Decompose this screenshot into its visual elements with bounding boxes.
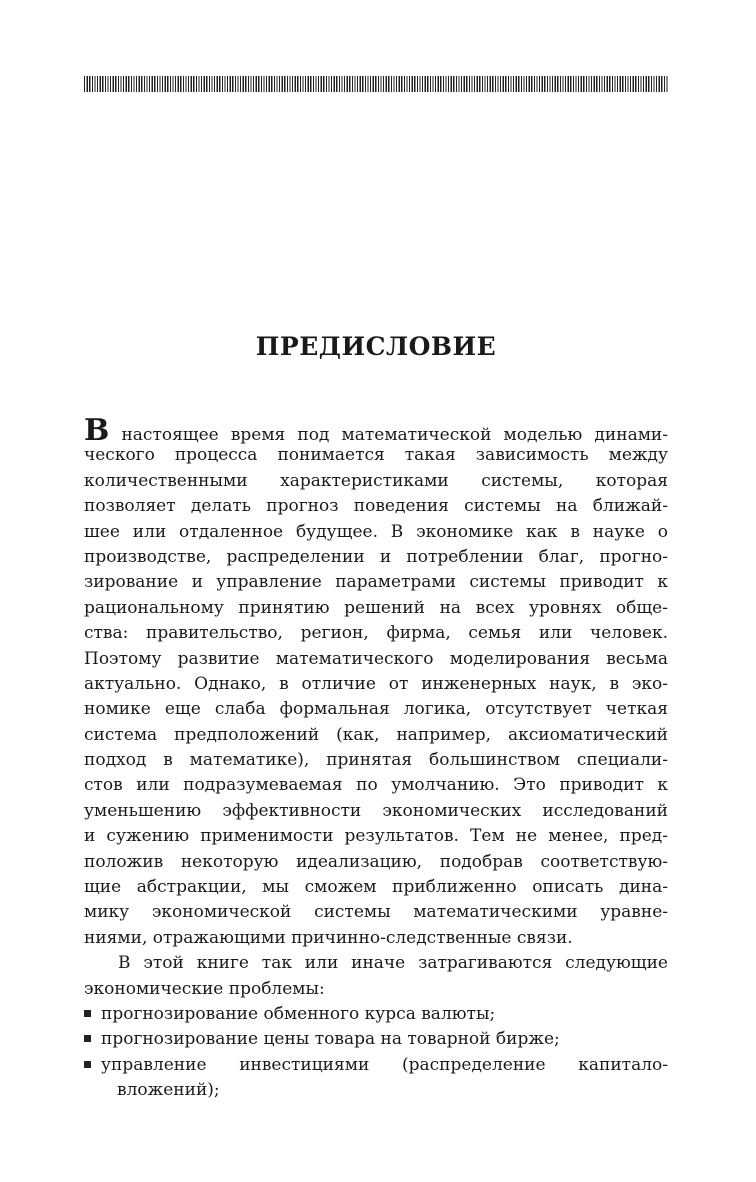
list-item-text: управление инвестициями (распределение капитало- (101, 1054, 668, 1075)
text-line-content: настоящее время под математической моделью динами- (121, 425, 668, 445)
square-bullet-icon (84, 1010, 91, 1017)
top-decorative-rule (84, 76, 668, 92)
list-item (84, 1027, 668, 1052)
text-line: В этой книге так или иначе затрагиваются следующие (118, 953, 668, 974)
square-bullet-icon (84, 1035, 91, 1042)
page-body (84, 413, 668, 1104)
list-item-text: прогнозирование цены товара на товарной бирже; (101, 1029, 560, 1050)
text-line: система предположений (как, например, аксиоматический (84, 724, 668, 745)
text-line: актуально. Однако, в отличие от инженерных наук, в эко- (84, 673, 668, 694)
text-line: зирование и управление параметрами системы приводит к (84, 572, 668, 593)
text-line: позволяет делать прогноз поведения системы на ближай- (84, 496, 668, 517)
text-line: производстве, распределении и потреблении благ, прогно- (84, 546, 668, 567)
text-line: рациональному принятию решений на всех уровнях обще- (84, 597, 668, 618)
text-line: положив некоторую идеализацию, подобрав соответствую- (84, 851, 668, 872)
drop-cap: В (84, 413, 110, 448)
list-item (84, 1053, 668, 1078)
text-line: подход в математике), принятая большинством специали- (84, 750, 668, 771)
text-line: шее или отдаленное будущее. В экономике как в науке о (84, 521, 668, 542)
page-title: ПРЕДИСЛОВИЕ (255, 332, 497, 361)
list-item-continuation: вложений); (117, 1080, 220, 1101)
text-line: мику экономической системы математическими уравне- (84, 902, 668, 923)
text-line: ниями, отражающими причинно-следственные связи. (84, 927, 573, 948)
list-item (84, 1002, 668, 1027)
list-item-text: прогнозирование обменного курса валюты; (101, 1003, 496, 1024)
text-line: ческого процесса понимается такая зависимость между (84, 445, 668, 466)
text-line: ства: правительство, регион, фирма, семья или человек. (84, 623, 668, 644)
text-line: и сужению применимости результатов. Тем не менее, пред- (84, 826, 668, 847)
text-line: номике еще слаба формальная логика, отсутствует четкая (84, 699, 668, 720)
text-line: уменьшению эффективности экономических исследований (84, 800, 668, 821)
text-line: стов или подразумеваемая по умолчанию. Это приводит к (84, 775, 668, 796)
text-line: Поэтому развитие математического моделирования весьма (84, 648, 668, 669)
text-line: щие абстракции, мы сможем приближенно описать дина- (84, 877, 668, 898)
text-line (84, 413, 668, 448)
text-line: экономические проблемы: (84, 978, 325, 999)
bullet-list (84, 1002, 668, 1104)
square-bullet-icon (84, 1061, 91, 1068)
paragraph-2 (84, 951, 668, 1002)
paragraph-1 (84, 413, 668, 951)
text-line: количественными характеристиками системы, которая (84, 470, 668, 491)
